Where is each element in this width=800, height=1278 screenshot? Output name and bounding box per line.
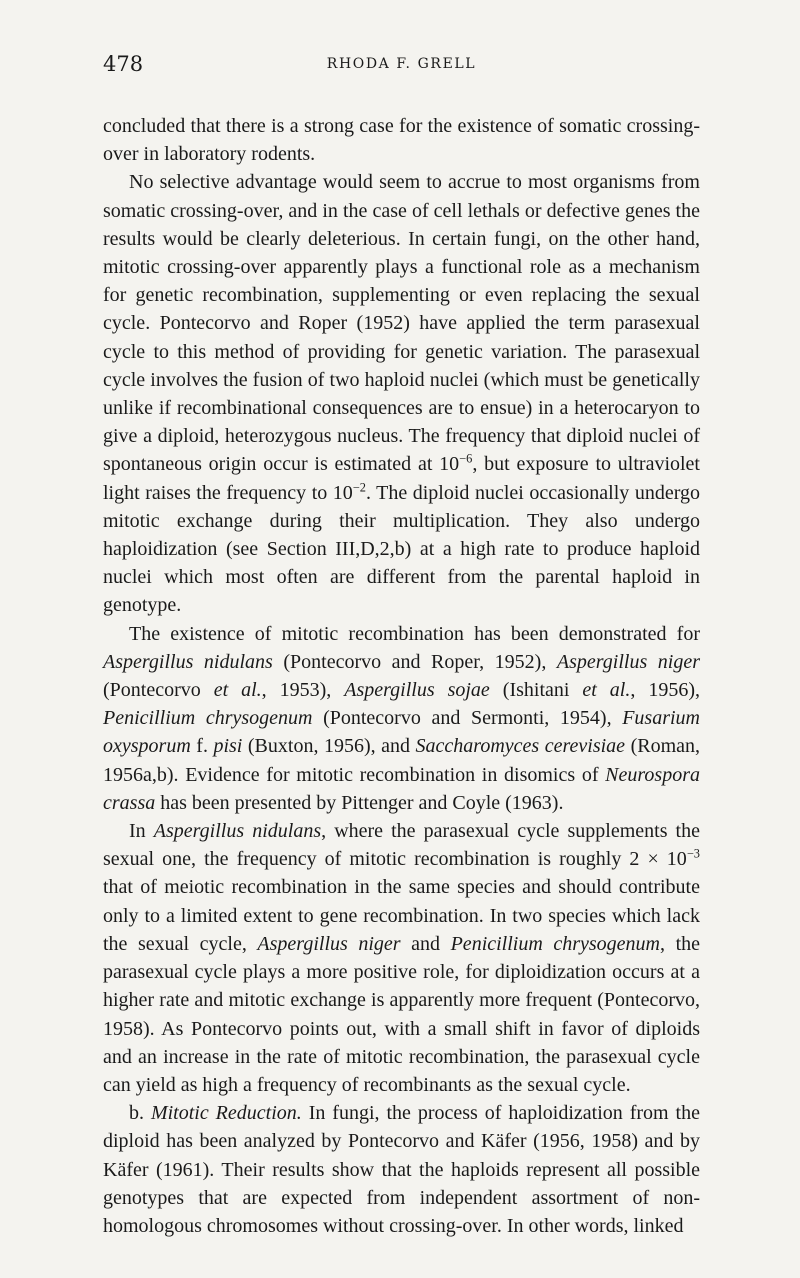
text-run: f. [190, 735, 214, 758]
running-head: RHODA F. GRELL [326, 56, 477, 72]
italic-text: Penicillium chrysogenum [450, 932, 660, 955]
text-run: . The diploid nuclei occasionally undergo mitotic exchange during their multiplication. They also undergo haploidization (see Section III,D,2,b) at a high rate to produce haploid nuclei which most often are different from the parental haploid in genotype. [103, 481, 701, 617]
italic-text: Neurospora crassa [103, 763, 700, 814]
text-run: , 1953), [261, 679, 345, 702]
body-text [103, 112, 700, 1240]
italic-text: Mitotic Reduction. [150, 1102, 302, 1125]
page-number: 478 [103, 52, 144, 76]
text-run: (Roman, 1956a,b). Evidence for mitotic recombination in disomics of [103, 735, 700, 786]
text-run: The existence of mitotic recombination has been demonstrated for [129, 622, 700, 645]
italic-text: pisi [213, 735, 243, 758]
italic-text: Fusarium oxysporum [103, 707, 700, 758]
text-run: and [400, 932, 451, 955]
text-run: , but exposure to ultraviolet light raises the frequency to 10 [103, 453, 700, 504]
italic-text: Aspergillus nidulans [103, 650, 273, 673]
text-run: concluded that there is a strong case for the existence of somatic crossing-over in laboratory rodents. [103, 115, 700, 166]
exponent: −6 [459, 452, 473, 466]
italic-text: et al. [213, 679, 262, 702]
text-run: (Pontecorvo and Roper, 1952), [272, 650, 557, 673]
text-run: (Pontecorvo [103, 679, 214, 702]
text-run: b. [129, 1102, 151, 1125]
paragraph [103, 112, 700, 168]
text-run: No selective advantage would seem to accrue to most organisms from somatic crossing-over, and in the case of cell lethals or defective genes the results would be clearly deleterious. In certain fungi, on the other hand, mitotic crossing-over apparently plays a functional role as a mechanism for genetic recombination, supplementing or even replacing the sexual cycle. Pontecorvo and Roper (1952) have applied the term parasexual cycle to this method of providing for genetic variation. The parasexual cycle involves the fusion of two haploid nuclei (which must be genetically unlike if recombinational consequences are to ensue) in a heterocaryon to give a diploid, heterozygous nucleus. The frequency that diploid nuclei of spontaneous origin occur is estimated at 10 [103, 171, 700, 476]
page-header [103, 52, 700, 82]
italic-text: Aspergillus niger [556, 650, 700, 673]
italic-text: et al. [582, 679, 631, 702]
text-run: (Ishitani [489, 679, 583, 702]
text-run: , where the parasexual cycle supplements the sexual one, the frequency of mitotic recombination is roughly 2 × 10 [103, 820, 700, 871]
italic-text: Saccharomyces cerevisiae [415, 735, 626, 758]
paragraph [103, 620, 700, 817]
paragraph [103, 168, 700, 619]
italic-text: Aspergillus nidulans [153, 820, 322, 843]
text-run: that of meiotic recombination in the same species and should contribute only to a limited extent to gene recombination. In two species which lack the sexual cycle, [103, 876, 700, 955]
text-run: In [129, 820, 154, 843]
text-run: , 1956), [630, 679, 700, 702]
italic-text: Penicillium chrysogenum [103, 707, 313, 730]
text-run: has been presented by Pittenger and Coyle (1963). [155, 791, 564, 814]
text-run: (Buxton, 1956), and [242, 735, 416, 758]
paragraph [103, 1099, 700, 1240]
italic-text: Aspergillus niger [257, 932, 401, 955]
italic-text: Aspergillus sojae [344, 679, 490, 702]
paragraph [103, 817, 700, 1099]
text-run: , the parasexual cycle plays a more positive role, for diploidization occurs at a higher rate and mitotic exchange is apparently more frequent (Pontecorvo, 1958). As Pontecorvo points out, with a small shift in favor of diploids and an increase in the rate of mitotic recombination, the parasexual cycle can yield as high a frequency of recombinants as the sexual cycle. [103, 932, 700, 1096]
text-run: In fungi, the process of haploidization from the diploid has been analyzed by Pontecorvo and Käfer (1956, 1958) and by Käfer (1961). Their results show that the haploids represent all possible genotypes that are expected from independent assortment of non-homologous chromosomes without crossing-over. In other words, linked [103, 1102, 700, 1237]
text-run: (Pontecorvo and Sermonti, 1954), [312, 707, 623, 730]
exponent: −3 [686, 846, 700, 861]
exponent: −2 [352, 480, 366, 495]
